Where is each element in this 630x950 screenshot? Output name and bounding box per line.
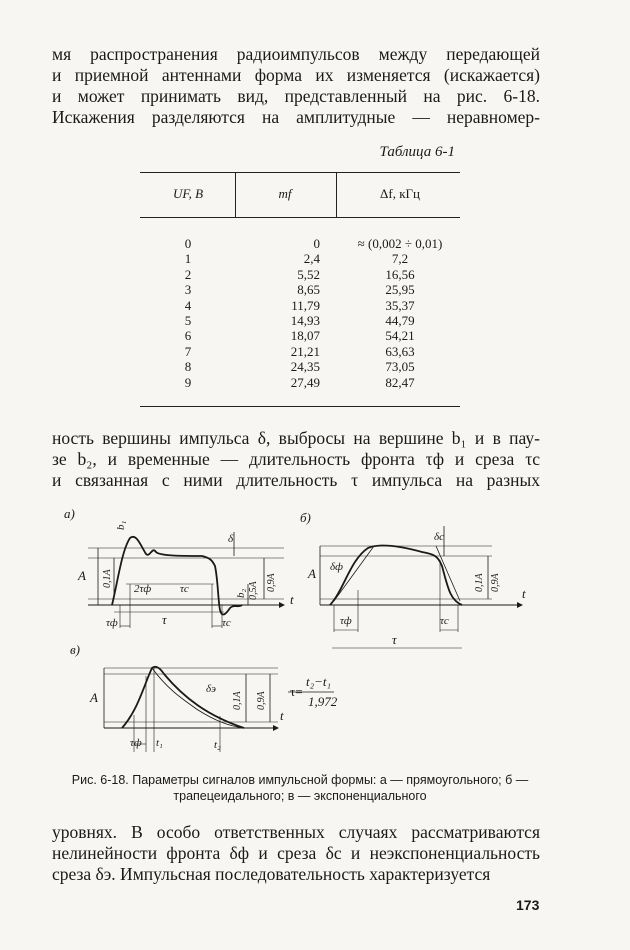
table-cell: 7 — [184, 343, 192, 359]
label-t1: t₁ — [156, 737, 163, 749]
label-01a-a: 0,1A — [102, 569, 113, 588]
table-column-uf — [178, 236, 198, 390]
table-cell: ≈ (0,002 ÷ 0,01) — [357, 236, 443, 251]
table-col-divider — [235, 172, 236, 217]
table-header-rule — [140, 217, 460, 218]
label-panel-b: б) — [300, 510, 311, 525]
label-delta-c: δс — [434, 531, 444, 543]
table-column-mf — [250, 236, 320, 390]
data-table — [140, 172, 460, 408]
paragraph-top — [52, 44, 540, 128]
text-line: ность вершины импульса δ, выбросы на вершине b₁ и в пау- — [52, 428, 540, 448]
label-b1: b₁ — [115, 520, 127, 530]
text-line: и приемной антеннами форма их изменяется (искажается) — [52, 65, 540, 85]
table-cell: 9 — [184, 374, 192, 390]
formula-denominator: 1,972 — [308, 694, 338, 709]
label-tau-b: τ — [392, 632, 397, 647]
label-time-b: t — [522, 586, 526, 601]
table-cell: 21,21 — [290, 343, 320, 359]
table-cell: 11,79 — [291, 297, 320, 313]
table-cell: 3 — [184, 282, 192, 298]
label-09a-c: 0,9A — [256, 691, 267, 710]
label-two-tau-f: 2τф — [134, 583, 152, 595]
table-cell: 63,63 — [385, 343, 415, 359]
table-col-divider — [336, 172, 337, 217]
table-cell: 5 — [184, 312, 192, 328]
table-cell: 82,47 — [385, 374, 415, 390]
label-tau-c-inner: τс — [180, 583, 189, 595]
table-header-uf: UF, В — [172, 186, 204, 201]
table-cell: 7,2 — [391, 251, 409, 267]
text-line: и связанная с ними длительность τ импульса на разных — [52, 470, 540, 490]
label-tau-f-c: τф — [130, 737, 142, 749]
table-cell: 2 — [184, 266, 192, 282]
table-column-df — [340, 236, 460, 390]
label-time-a: t — [290, 592, 294, 607]
table-cell: 8 — [184, 359, 192, 375]
label-01a-b: 0,1A — [474, 573, 485, 592]
label-05a: 0,5A — [248, 581, 259, 600]
label-t2: t₂ — [214, 739, 221, 751]
table-bottom-rule — [140, 406, 460, 407]
table-cell: 24,35 — [290, 359, 320, 375]
table-top-rule — [140, 172, 460, 173]
label-delta: δ — [228, 533, 234, 545]
table-cell: 8,65 — [297, 282, 320, 298]
table-cell: 16,56 — [385, 266, 415, 282]
label-tau-f-b: τф — [340, 615, 352, 627]
label-time-c: t — [280, 708, 284, 723]
text-line: нелинейности фронта δф и среза δс и неэкспоненциальность — [52, 843, 540, 863]
label-01a-c: 0,1A — [232, 691, 243, 710]
table-cell: 18,07 — [290, 328, 320, 344]
table-cell: 73,05 — [385, 359, 415, 375]
text-line: Искажения разделяются на амплитудные — неравномер- — [52, 107, 540, 127]
text-line: мя распространения радиоимпульсов между передающей — [52, 44, 540, 64]
table-cell: 44,79 — [385, 312, 415, 328]
label-panel-c: в) — [70, 642, 80, 657]
paragraph-bottom — [52, 822, 540, 885]
table-cell: 0 — [313, 236, 320, 251]
label-tau-f-a: τф — [106, 617, 118, 629]
table-cell: 0 — [184, 236, 192, 251]
figure-6-18 — [52, 500, 540, 762]
pulse-diagrams — [52, 500, 540, 762]
table-cell: 25,95 — [385, 282, 415, 298]
label-amplitude-a: A — [78, 568, 86, 583]
label-panel-a: а) — [64, 506, 75, 521]
table-caption: Таблица 6-1 — [379, 144, 455, 160]
label-09a-a: 0,9A — [266, 573, 277, 592]
label-b2: b₂ — [235, 588, 247, 598]
table-cell: 2,4 — [303, 251, 320, 267]
label-amplitude-b: A — [308, 566, 316, 581]
text-line: среза δэ. Импульсная последовательность характеризуется — [52, 864, 491, 884]
label-tau-a: τ — [162, 612, 167, 627]
table-cell: 14,93 — [290, 312, 320, 328]
table-cell: 35,37 — [385, 297, 415, 313]
text-line: уровнях. В особо ответственных случаях рассматриваются — [52, 822, 540, 842]
figure-caption: Рис. 6-18. Параметры сигналов импульсной формы: а — прямоугольного; б — трапецеидального; в — экспоненциального — [71, 773, 529, 803]
page-number: 173 — [516, 897, 540, 913]
table-cell: 54,21 — [385, 328, 415, 344]
table-cell: 27,49 — [290, 374, 320, 390]
table-cell: 4 — [184, 297, 192, 313]
text-line: и может принимать вид, представленный на рис. 6-18. — [52, 86, 540, 106]
table-cell: 5,52 — [297, 266, 320, 282]
panel-a-rectangular — [88, 532, 284, 628]
label-delta-f: δф — [330, 561, 343, 573]
text-line: зе b₂, и временные — длительность фронта τф и среза τс — [52, 449, 540, 469]
label-tau-c-b: τс — [440, 615, 449, 627]
table-cell: 6 — [184, 328, 192, 344]
table-header-mf: mf — [278, 186, 292, 201]
label-09a-b: 0,9A — [490, 573, 501, 592]
table-cell: 1 — [184, 251, 192, 267]
label-delta-e: δэ — [206, 683, 216, 695]
formula-lhs: τ= — [290, 684, 303, 699]
paragraph-middle — [52, 428, 540, 491]
table-header-df: Δf, кГц — [380, 186, 420, 201]
label-tau-c-a: τс — [222, 617, 231, 629]
formula-numerator: t₂−t₁ — [306, 674, 332, 689]
label-amplitude-c: A — [90, 690, 98, 705]
